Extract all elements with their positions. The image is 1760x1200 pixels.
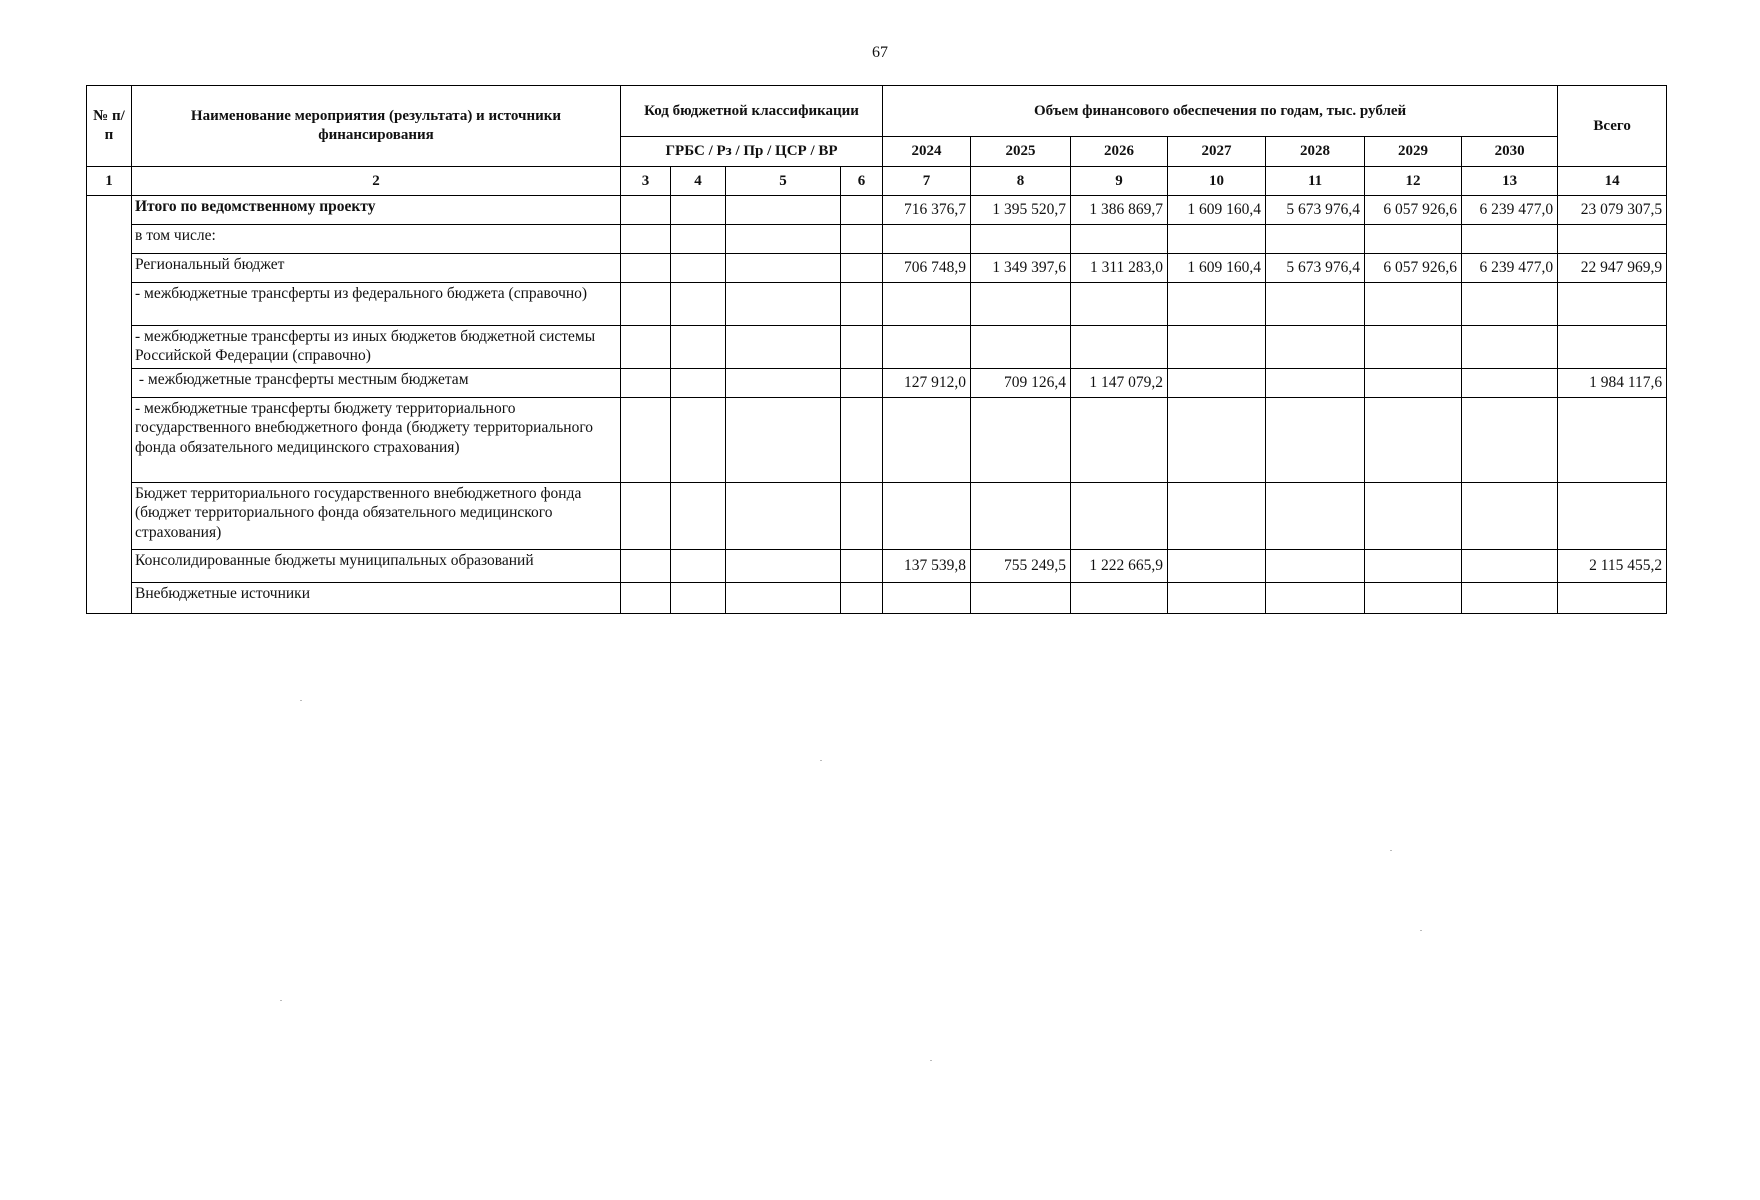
total-cell: 23 079 307,5 xyxy=(1558,196,1667,225)
value-cell: 709 126,4 xyxy=(971,369,1071,398)
value-cell xyxy=(883,583,971,614)
code-rz xyxy=(671,369,726,398)
code-grbs xyxy=(621,326,671,369)
value-cell xyxy=(1168,550,1266,583)
total-cell xyxy=(1558,225,1667,254)
code-vr xyxy=(841,225,883,254)
row-name: Консолидированные бюджеты муниципальных образований xyxy=(132,550,621,583)
value-cell xyxy=(971,398,1071,483)
code-rz xyxy=(671,398,726,483)
code-rz xyxy=(671,550,726,583)
value-cell xyxy=(1266,283,1365,326)
value-cell xyxy=(1168,398,1266,483)
value-cell: 706 748,9 xyxy=(883,254,971,283)
value-cell: 6 239 477,0 xyxy=(1462,254,1558,283)
code-rz xyxy=(671,225,726,254)
scan-speck xyxy=(280,1000,282,1001)
row-name: в том числе: xyxy=(132,225,621,254)
value-cell xyxy=(1365,225,1462,254)
total-cell: 2 115 455,2 xyxy=(1558,550,1667,583)
value-cell xyxy=(1071,283,1168,326)
header-volume: Объем финансового обеспечения по годам, тыс. рублей xyxy=(883,86,1558,137)
value-cell xyxy=(883,483,971,550)
row-name: Региональный бюджет xyxy=(132,254,621,283)
value-cell xyxy=(1071,583,1168,614)
value-cell xyxy=(883,398,971,483)
column-number: 2 xyxy=(132,167,621,196)
row-number-cell xyxy=(87,196,132,614)
value-cell xyxy=(1462,225,1558,254)
code-vr xyxy=(841,196,883,225)
value-cell: 5 673 976,4 xyxy=(1266,196,1365,225)
header-year: 2028 xyxy=(1266,137,1365,167)
column-number: 9 xyxy=(1071,167,1168,196)
value-cell xyxy=(1168,583,1266,614)
code-csr xyxy=(726,225,841,254)
row-name: Внебюджетные источники xyxy=(132,583,621,614)
value-cell xyxy=(1365,398,1462,483)
code-csr xyxy=(726,483,841,550)
column-number: 11 xyxy=(1266,167,1365,196)
table-row xyxy=(87,283,1667,326)
value-cell: 6 239 477,0 xyxy=(1462,196,1558,225)
code-csr xyxy=(726,369,841,398)
value-cell xyxy=(971,583,1071,614)
value-cell: 5 673 976,4 xyxy=(1266,254,1365,283)
value-cell xyxy=(1462,326,1558,369)
header-budget-code: Код бюджетной классификации xyxy=(621,86,883,137)
row-name: - межбюджетные трансферты бюджету территориального государственного внебюджетного фонда (бюджету территориального фонда обязательного медицинского страхования) xyxy=(132,398,621,483)
code-grbs xyxy=(621,254,671,283)
row-name: - межбюджетные трансферты местным бюджетам xyxy=(132,369,621,398)
value-cell: 127 912,0 xyxy=(883,369,971,398)
value-cell xyxy=(971,283,1071,326)
column-number: 12 xyxy=(1365,167,1462,196)
value-cell xyxy=(971,326,1071,369)
page-number: 67 xyxy=(872,44,888,61)
column-number: 6 xyxy=(841,167,883,196)
column-number: 1 xyxy=(87,167,132,196)
value-cell xyxy=(1266,225,1365,254)
header-year: 2027 xyxy=(1168,137,1266,167)
row-name: Бюджет территориального государственного внебюджетного фонда (бюджет территориального фонда обязательного медицинского страхования) xyxy=(132,483,621,550)
value-cell xyxy=(1266,398,1365,483)
table-row xyxy=(87,483,1667,550)
value-cell: 6 057 926,6 xyxy=(1365,196,1462,225)
table-row xyxy=(87,369,1667,398)
code-vr xyxy=(841,398,883,483)
code-grbs xyxy=(621,196,671,225)
code-grbs xyxy=(621,369,671,398)
column-number-row xyxy=(87,167,1667,196)
value-cell xyxy=(1462,369,1558,398)
table-row xyxy=(87,550,1667,583)
value-cell xyxy=(1365,369,1462,398)
value-cell xyxy=(1462,398,1558,483)
scan-speck xyxy=(1420,930,1422,931)
value-cell xyxy=(883,283,971,326)
value-cell xyxy=(883,326,971,369)
code-rz xyxy=(671,254,726,283)
scan-speck xyxy=(820,760,822,761)
header-num: № п/п xyxy=(87,86,132,167)
value-cell: 1 311 283,0 xyxy=(1071,254,1168,283)
total-cell: 1 984 117,6 xyxy=(1558,369,1667,398)
value-cell xyxy=(1071,398,1168,483)
column-number: 4 xyxy=(671,167,726,196)
value-cell: 1 609 160,4 xyxy=(1168,196,1266,225)
code-csr xyxy=(726,398,841,483)
code-grbs xyxy=(621,283,671,326)
value-cell xyxy=(1168,283,1266,326)
code-grbs xyxy=(621,483,671,550)
header-year: 2025 xyxy=(971,137,1071,167)
value-cell xyxy=(1071,326,1168,369)
value-cell xyxy=(1168,326,1266,369)
total-cell xyxy=(1558,398,1667,483)
value-cell xyxy=(1266,550,1365,583)
code-grbs xyxy=(621,225,671,254)
value-cell xyxy=(1365,326,1462,369)
value-cell xyxy=(971,483,1071,550)
value-cell: 1 386 869,7 xyxy=(1071,196,1168,225)
code-vr xyxy=(841,583,883,614)
total-cell xyxy=(1558,483,1667,550)
value-cell xyxy=(883,225,971,254)
value-cell xyxy=(1266,369,1365,398)
table-row xyxy=(87,254,1667,283)
row-name: Итого по ведомственному проекту xyxy=(132,196,621,225)
header-name: Наименование мероприятия (результата) и источники финансирования xyxy=(132,86,621,167)
total-cell xyxy=(1558,283,1667,326)
header-year: 2026 xyxy=(1071,137,1168,167)
value-cell xyxy=(1365,283,1462,326)
code-csr xyxy=(726,326,841,369)
code-rz xyxy=(671,583,726,614)
table-row xyxy=(87,196,1667,225)
column-number: 5 xyxy=(726,167,841,196)
value-cell: 1 147 079,2 xyxy=(1071,369,1168,398)
column-number: 3 xyxy=(621,167,671,196)
scan-speck xyxy=(930,1060,932,1061)
table-row xyxy=(87,225,1667,254)
value-cell xyxy=(1071,225,1168,254)
column-number: 14 xyxy=(1558,167,1667,196)
value-cell: 1 222 665,9 xyxy=(1071,550,1168,583)
header-year: 2030 xyxy=(1462,137,1558,167)
total-cell xyxy=(1558,583,1667,614)
value-cell xyxy=(1071,483,1168,550)
scan-speck xyxy=(1390,850,1392,851)
table-row xyxy=(87,583,1667,614)
row-name: - межбюджетные трансферты из иных бюджетов бюджетной системы Российской Федерации (справочно) xyxy=(132,326,621,369)
code-rz xyxy=(671,326,726,369)
header-total: Всего xyxy=(1558,86,1667,167)
value-cell: 1 349 397,6 xyxy=(971,254,1071,283)
code-grbs xyxy=(621,583,671,614)
value-cell xyxy=(1168,225,1266,254)
code-vr xyxy=(841,483,883,550)
value-cell: 137 539,8 xyxy=(883,550,971,583)
value-cell xyxy=(1266,326,1365,369)
row-name: - межбюджетные трансферты из федерального бюджета (справочно) xyxy=(132,283,621,326)
column-number: 7 xyxy=(883,167,971,196)
value-cell xyxy=(1462,483,1558,550)
value-cell xyxy=(1462,550,1558,583)
value-cell xyxy=(1168,369,1266,398)
value-cell: 1 395 520,7 xyxy=(971,196,1071,225)
header-year: 2029 xyxy=(1365,137,1462,167)
total-cell xyxy=(1558,326,1667,369)
value-cell: 1 609 160,4 xyxy=(1168,254,1266,283)
code-grbs xyxy=(621,398,671,483)
column-number: 10 xyxy=(1168,167,1266,196)
table-row xyxy=(87,326,1667,369)
value-cell: 755 249,5 xyxy=(971,550,1071,583)
header-year: 2024 xyxy=(883,137,971,167)
code-csr xyxy=(726,583,841,614)
code-vr xyxy=(841,550,883,583)
value-cell xyxy=(1365,483,1462,550)
code-vr xyxy=(841,369,883,398)
table-row xyxy=(87,398,1667,483)
value-cell xyxy=(1168,483,1266,550)
column-number: 8 xyxy=(971,167,1071,196)
value-cell xyxy=(1266,483,1365,550)
code-grbs xyxy=(621,550,671,583)
financing-table xyxy=(86,85,1667,614)
header-row-1 xyxy=(87,86,1667,137)
column-number: 13 xyxy=(1462,167,1558,196)
code-csr xyxy=(726,254,841,283)
value-cell xyxy=(971,225,1071,254)
value-cell xyxy=(1462,283,1558,326)
code-vr xyxy=(841,254,883,283)
value-cell xyxy=(1365,550,1462,583)
value-cell: 716 376,7 xyxy=(883,196,971,225)
code-vr xyxy=(841,283,883,326)
code-csr xyxy=(726,196,841,225)
code-vr xyxy=(841,326,883,369)
value-cell xyxy=(1462,583,1558,614)
code-rz xyxy=(671,483,726,550)
header-budget-code-sub: ГРБС / Рз / Пр / ЦСР / ВР xyxy=(621,137,883,167)
code-rz xyxy=(671,283,726,326)
value-cell: 6 057 926,6 xyxy=(1365,254,1462,283)
code-rz xyxy=(671,196,726,225)
code-csr xyxy=(726,550,841,583)
total-cell: 22 947 969,9 xyxy=(1558,254,1667,283)
value-cell xyxy=(1365,583,1462,614)
value-cell xyxy=(1266,583,1365,614)
code-csr xyxy=(726,283,841,326)
scan-speck xyxy=(300,700,302,701)
